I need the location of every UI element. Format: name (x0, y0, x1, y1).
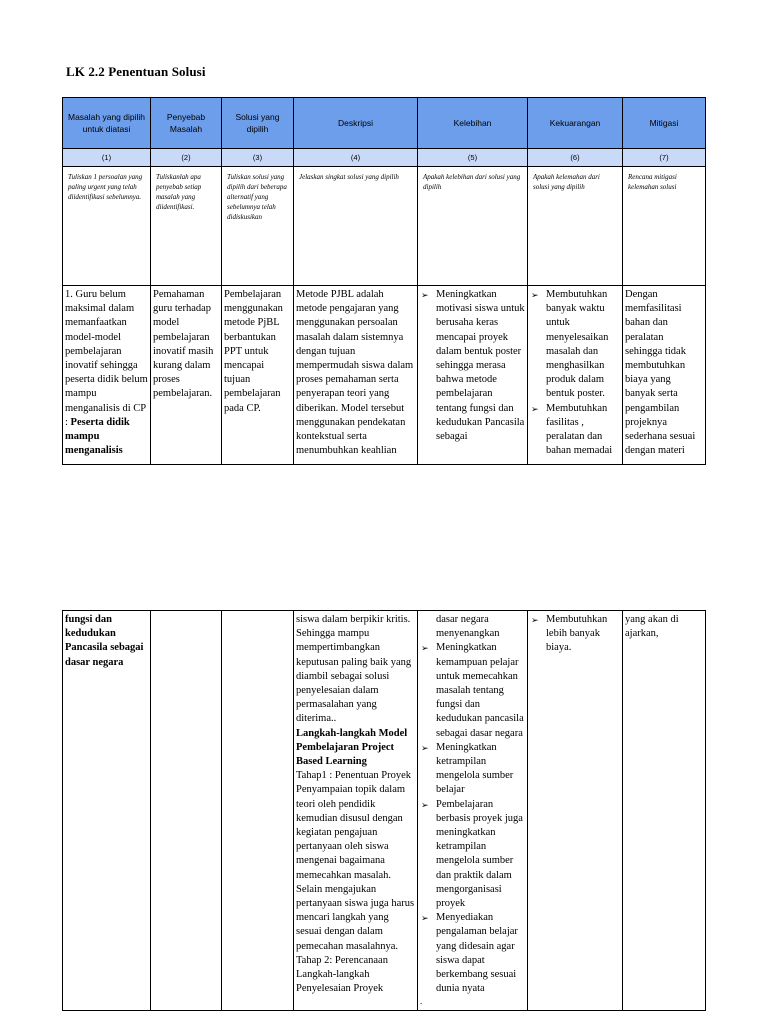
kelebihan-end: . (420, 996, 423, 1007)
instruction-masalah: Tuliskan 1 persoalan yang paling urgent yang telah diidentifikasi sebelumnya. (63, 167, 151, 286)
cell-solusi (222, 286, 294, 465)
list-item: ➢ Membutuhkan fasilitas , peralatan dan bahan memadai (530, 402, 620, 459)
cell-kelebihan (418, 286, 528, 465)
cell-solusi (222, 611, 294, 1011)
list-item: ➢ Membutuhkan lebih banyak biaya. (530, 613, 620, 656)
cell-masalah (63, 611, 151, 1011)
header-deskripsi: Deskripsi (294, 98, 418, 149)
deskripsi-steps: Tahap1 : Penentuan Proyek Penyampaian topik dalam teori oleh pendidik kemudian disusul dengan kegiatan pengajuan pertanyaan oleh siswa mengenai bagaimana memecahkan masalah. Selain mengajukan pertanyaan siswa juga harus mencari langkah yang sesuai dengan dalam pemecahan masalahnya. Tahap 2: Perencanaan Langkah-langkah Penyelesaian Proyek (296, 770, 415, 995)
cell-mitigasi (623, 611, 706, 1011)
instruction-row (63, 167, 706, 286)
col-number: (3) (222, 149, 294, 167)
header-masalah: Masalah yang dipilih untuk diatasi (63, 98, 151, 149)
instruction-kekurangan: Apakah kelemahan dari solusi yang dipilih (528, 167, 623, 286)
deskripsi-text: Metode PJBL adalah metode pengajaran yang menggunakan persoalan masalah dalam sistemnya dengan tujuan mempermudah siswa dalam proses pemahaman serta penyerapan teori yang diberikan. Model tersebut menggunakan pendekatan kontekstual serta menumbuhkan keahlian (296, 289, 414, 457)
kelebihan-list (420, 641, 525, 996)
kekurangan-list (530, 288, 620, 458)
number-row (63, 149, 706, 167)
col-number: (6) (528, 149, 623, 167)
kelebihan-list (420, 288, 525, 444)
kekurangan-list (530, 613, 620, 656)
instruction-penyebab: Tuliskanlah apa penyebab setiap masalah yang diidentifikasi. (151, 167, 222, 286)
list-item: ➢ Menyediakan pengalaman belajar yang didesain agar siswa dapat berkembang sesuai dunia nyata (420, 911, 525, 996)
col-number: (2) (151, 149, 222, 167)
cell-penyebab (151, 286, 222, 465)
col-number: (4) (294, 149, 418, 167)
deskripsi-intro: siswa dalam berpikir kritis. Sehingga mampu mempertimbangkan keputusan paling baik yang diambil sebagai solusi penyelesaian dalam permasalahan yang diterima.. (296, 614, 412, 725)
col-number: (5) (418, 149, 528, 167)
header-solusi: Solusi yang dipilih (222, 98, 294, 149)
masalah-bold-text: fungsi dan kedudukan Pancasila sebagai dasar negara (65, 614, 144, 668)
deskripsi-heading: Langkah-langkah Model Pembelajaran Project Based Learning (296, 727, 408, 768)
instruction-mitigasi: Rencana mitigasi kelemahan solusi (623, 167, 706, 286)
list-item: ➢ Meningkatkan kemampuan pelajar untuk memecahkan masalah tentang fungsi dan kedudukan pancasila sebagai dasar negara (420, 641, 525, 740)
instruction-solusi: Tuliskan solusi yang dipilih dari beberapa alternatif yang sebelumnya telah didiskusikan (222, 167, 294, 286)
cell-kekurangan (528, 611, 623, 1011)
masalah-text: 1. Guru belum maksimal dalam memanfaatkan model-model pembelajaran inovatif sehingga peserta didik belum mampu menganalisis di CP : (65, 289, 148, 428)
instruction-deskripsi: Jelaskan singkat solusi yang dipilih (294, 167, 418, 286)
list-item: ➢ Membutuhkan banyak waktu untuk menyelesaikan masalah dan menghasilkan produk dalam bentuk poster. (530, 288, 620, 402)
header-penyebab: Penyebab Masalah (151, 98, 222, 149)
mitigasi-text: Dengan memfasilitasi bahan dan peralatan sehingga tidak membutuhkan biaya yang banyak serta pengambilan projeknya sederhana sesuai dengan materi (625, 289, 696, 457)
instruction-kelebihan: Apakah kelebihan dari solusi yang dipilih (418, 167, 528, 286)
cell-kekurangan (528, 286, 623, 465)
cell-deskripsi (294, 286, 418, 465)
cell-masalah (63, 286, 151, 465)
solution-table-continued (62, 610, 706, 1011)
mitigasi-text: yang akan di ajarkan, (625, 614, 679, 640)
kelebihan-continued: dasar negara menyenangkan (436, 614, 500, 640)
header-kelebihan: Kelebihan (418, 98, 528, 149)
masalah-bold-text: Peserta didik mampu menganalisis (65, 416, 130, 457)
page-title: LK 2.2 Penentuan Solusi (66, 64, 206, 79)
cell-deskripsi (294, 611, 418, 1011)
solution-table (62, 97, 706, 465)
cell-kelebihan (418, 611, 528, 1011)
cell-mitigasi (623, 286, 706, 465)
solusi-text: Pembelajaran menggunakan metode PjBL berbantukan PPT untuk mencapai tujuan pembelajaran pada CP. (224, 289, 283, 414)
col-number: (1) (63, 149, 151, 167)
col-number: (7) (623, 149, 706, 167)
list-item: ➢ Meningkatkan motivasi siswa untuk berusaha keras mencapai proyek dalam bentuk poster sehingga merasa bahwa metode pembelajaran tentang fungsi dan kedudukan Pancasila sebagai (420, 288, 525, 444)
table-row (63, 611, 706, 1011)
table-row (63, 286, 706, 465)
header-kekurangan: Kekuarangan (528, 98, 623, 149)
list-item: ➢ Pembelajaran berbasis proyek juga meningkatkan ketrampilan mengelola sumber dan praktik dalam mengorganisasi proyek (420, 798, 525, 912)
list-item: ➢ Meningkatkan ketrampilan mengelola sumber belajar (420, 741, 525, 798)
header-row (63, 98, 706, 149)
header-mitigasi: Mitigasi (623, 98, 706, 149)
cell-penyebab (151, 611, 222, 1011)
penyebab-text: Pemahaman guru terhadap model pembelajaran inovatif masih kurang dalam proses pembelajaran. (153, 289, 214, 400)
